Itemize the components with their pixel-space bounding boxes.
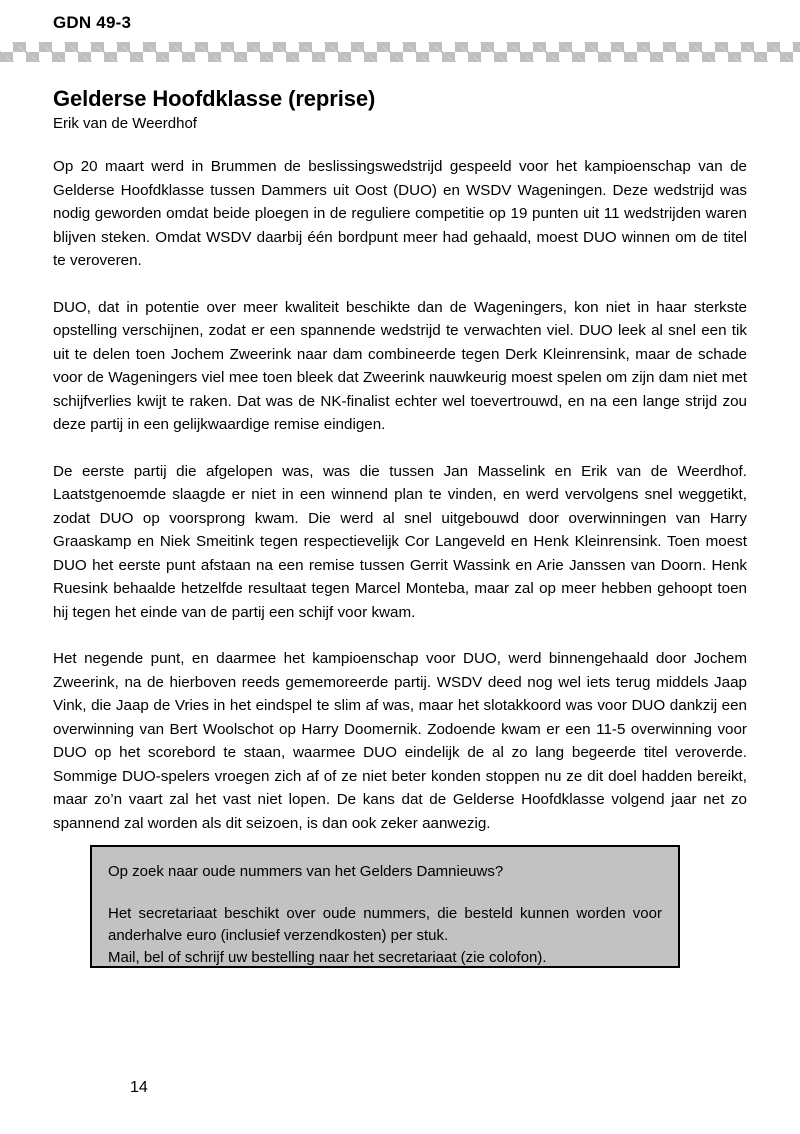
article-body (53, 155, 747, 835)
article-paragraph: De eerste partij die afgelopen was, was die tussen Jan Masselink en Erik van de Weerdhof. Laatstgenoemde slaagde er niet in een winnend plan te vinden, en werd vervolgens snel weggetikt, zodat DUO op voorsprong kwam. Die werd al snel uitgebouwd door overwinningen van Harry Graaskamp en Niek Smeitink tegen respectievelijk Cor Langeveld en Henk Kleinrensink. Toen moest DUO het eerste punt afstaan na een remise tussen Gerrit Wassink en Arie Janssen van Doorn. Henk Ruesink behaalde hetzelfde resultaat tegen Marcel Monteba, maar zal op meer hebben gehoopt toen hij tegen het einde van de partij een schijf voor kwam. (53, 462, 747, 621)
issue-label: GDN 49-3 (53, 13, 132, 32)
callout-body: Het secretariaat beschikt over oude nummers, die besteld kunnen worden voor anderhalve euro (inclusief verzendkosten) per stuk. (108, 905, 662, 944)
article-paragraph: Op 20 maart werd in Brummen de beslissingswedstrijd gespeeld voor het kampioenschap van de Gelderse Hoofdklasse tussen Dammers uit Oost (DUO) en WSDV Wageningen. Deze wedstrijd was nodig geworden omdat beide ploegen in de reguliere competitie op 19 punten uit 11 wedstrijden waren blijven steken. Omdat WSDV daarbij één bordpunt meer had gehaald, moest DUO winnen om de titel te veroveren. (53, 158, 747, 269)
article-paragraph: DUO, dat in potentie over meer kwaliteit beschikte dan de Wageningers, kon niet in haar sterkste opstelling verschijnen, zodat er een spannende wedstrijd te verwachten viel. DUO leek al snel een tik uit te delen toen Jochem Zweerink naar dam combineerde tegen Derk Kleinrensink, maar de schade voor de Wageningers viel mee toen bleek dat Zweerink nauwkeurig moest spelen om zijn dam niet met schijfverlies kwijt te raken. Dat was de NK-finalist echter wel toevertrouwd, en na een lange strijd zou deze partij in een gelijkwaardige remise eindigen. (53, 298, 747, 433)
article-author: Erik van de Weerdhof (53, 115, 197, 132)
callout-contact: Mail, bel of schrijf uw bestelling naar het secretariaat (zie colofon). (108, 949, 547, 966)
article (53, 86, 747, 835)
back-issues-callout-box (90, 845, 680, 968)
page-header (0, 0, 800, 42)
article-title: Gelderse Hoofdklasse (reprise) (53, 86, 376, 111)
page-number: 14 (130, 1079, 148, 1096)
article-paragraph: Het negende punt, en daarmee het kampioenschap voor DUO, werd binnengehaald door Jochem Zweerink, na de hierboven reeds gememoreerde partij. WSDV deed nog wel iets terug middels Jaap Vink, die Jaap de Vries in het eindspel te slim af was, maar het slotakkoord was voor DUO dankzij een overwinning van Bert Woolschot op Harry Doomernik. Zodoende kwam er een 11-5 overwinning voor DUO op het scorebord te staan, waarmee DUO eindelijk de al zo lang begeerde titel veroverde. Sommige DUO-spelers vroegen zich af of ze niet beter konden stoppen nu ze dit doel hadden bereikt, maar zo’n vaart zal het vast niet lopen. De kans dat de Gelderse Hoofdklasse volgend jaar net zo spannend zal worden als dit seizoen, is dan ook zeker aanwezig. (53, 650, 747, 832)
callout-question: Op zoek naar oude nummers van het Gelders Damnieuws? (108, 863, 504, 880)
checkerboard-divider (0, 42, 800, 62)
